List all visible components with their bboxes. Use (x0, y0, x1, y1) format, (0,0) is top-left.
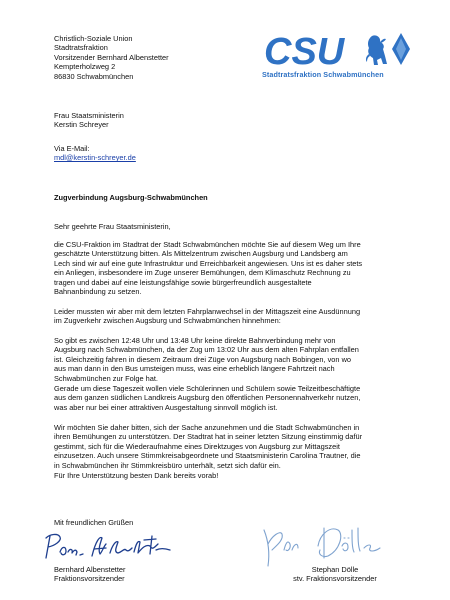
paragraph-line: tragen und dabei auf eine leistungsfähige sowie bürgerfreundlich ausgestaltete (54, 277, 312, 287)
body-paragraph (54, 307, 410, 326)
diamond-icon (392, 33, 410, 65)
body-paragraph (54, 423, 410, 470)
paragraph-line: Bahnanbindung zu setzen. (54, 287, 142, 297)
signatory-right (260, 565, 410, 584)
signatory-role: Fraktionsvorsitzender (54, 574, 125, 584)
csu-logo-text: CSU (264, 31, 345, 70)
body-paragraph (54, 240, 410, 296)
recipient-line: Kerstin Schreyer (54, 120, 109, 130)
logo-subtitle: Stadtratsfraktion Schwabmünchen (262, 70, 384, 79)
recipient-email-link[interactable]: mdl@kerstin-schreyer.de (54, 153, 136, 163)
sender-line: Christlich-Soziale Union (54, 34, 133, 43)
signatory-name: Stephan Dölle (311, 565, 359, 574)
subject-line: Zugverbindung Augsburg-Schwabmünchen (54, 193, 208, 202)
body-paragraph (54, 336, 410, 383)
via-label: Via E-Mail: (54, 144, 90, 153)
paragraph-line: ihren Bemühungen zu unterstützen. Der Stadtrat hat in seiner letzten Sitzung einstimmig dafür (54, 432, 363, 442)
paragraph-line: Für Ihre Unterstützung besten Dank bereits vorab! (54, 471, 219, 480)
paragraph-line: im Zugverkehr zwischen Augsburg und Schwabmünchen hinnehmen: (54, 316, 281, 326)
body-paragraph (54, 471, 410, 480)
paragraph-line: Lech sind wir auf eine gute Infrastruktur und Erreichbarkeit angewiesen. Uns ist es daher stets (54, 258, 363, 268)
signatory-left (54, 565, 126, 584)
signatory-name: Bernhard Albenstetter (54, 565, 126, 574)
salutation: Sehr geehrte Frau Staatsministerin, (54, 222, 171, 231)
body-paragraph (54, 384, 410, 412)
paragraph-line: aus man dann in den Bus umsteigen muss, was eine erheblich längere Fahrtzeit nach (54, 364, 335, 374)
signatory-role: stv. Fraktionsvorsitzender (293, 574, 377, 584)
recipient-address (54, 111, 410, 130)
sender-line: Stadtratsfraktion (54, 43, 108, 53)
paragraph-line: Wir möchten Sie daher bitten, sich der Sache anzunehmen und die Stadt Schwabmünchen in (54, 423, 360, 432)
paragraph-line: Leider mussten wir aber mit dem letzten Fahrplanwechsel in der Mittagszeit eine Ausdünnung (54, 307, 361, 316)
closing-greeting: Mit freundlichen Grüßen (54, 518, 134, 527)
paragraph-line: ist. Gleichzeitig fahren in diesem Zeitraum drei Züge von Augsburg nach Bobingen, von wo (54, 354, 352, 364)
paragraph-line: in Schwabmünchen ihr Stimmkreisbüro unterhält, setzt sich dafür ein. (54, 460, 281, 470)
paragraph-line: die CSU-Fraktion im Stadtrat der Stadt Schwabmünchen möchte Sie auf diesem Weg um Ihre (54, 240, 361, 249)
paragraph-line: Gerade um diese Tageszeit wollen viele Schülerinnen und Schülern sowie Teilzeitbeschäftigte (54, 384, 361, 393)
paragraph-line: was aber nur bei einer attraktiven Ausgestaltung sinnvoll möglich ist. (54, 402, 278, 412)
paragraph-line: Augsburg nach Schwabmünchen, da der Zug um 13:02 Uhr aus dem alten Fahrplan entfallen (54, 345, 359, 355)
signature-doelle (258, 520, 388, 568)
paragraph-line: So gibt es zwischen 12:48 Uhr und 13:48 Uhr keine direkte Bahnverbindung mehr von (54, 336, 336, 345)
signature-albenstetter (40, 528, 180, 564)
paragraph-line: ein Anliegen, insbesondere im Zuge unserer Bemühungen, dem Klimaschutz Rechnung zu (54, 268, 351, 278)
csu-logo-graphic (262, 30, 412, 70)
sender-line: Kempterholzweg 2 (54, 62, 116, 72)
paragraph-line: einzusetzen. Auch unsere Stimmkreisabgeordnete und Staatsministerin Carolina Trautner, die (54, 451, 361, 461)
paragraph-line: gestimmt, sich für die Wiederaufnahme eines Direktzuges von Augsburg zur Mittagszeit (54, 441, 340, 451)
paragraph-line: geschätzte Unterstützung bitten. Als Mittelzentrum zwischen Augsburg und Landsberg am (54, 249, 348, 259)
lion-icon (366, 35, 387, 65)
via-email-block (54, 144, 410, 163)
sender-line: Vorsitzender Bernhard Albenstetter (54, 52, 169, 62)
sender-line: 86830 Schwabmünchen (54, 71, 134, 81)
paragraph-line: Schwabmünchen zur Folge hat. (54, 373, 158, 383)
recipient-line: Frau Staatsministerin (54, 111, 124, 120)
paragraph-line: aus dem ganzen südlichen Landkreis Augsburg den öffentlichen Personennahverkehr nutzen, (54, 393, 361, 403)
